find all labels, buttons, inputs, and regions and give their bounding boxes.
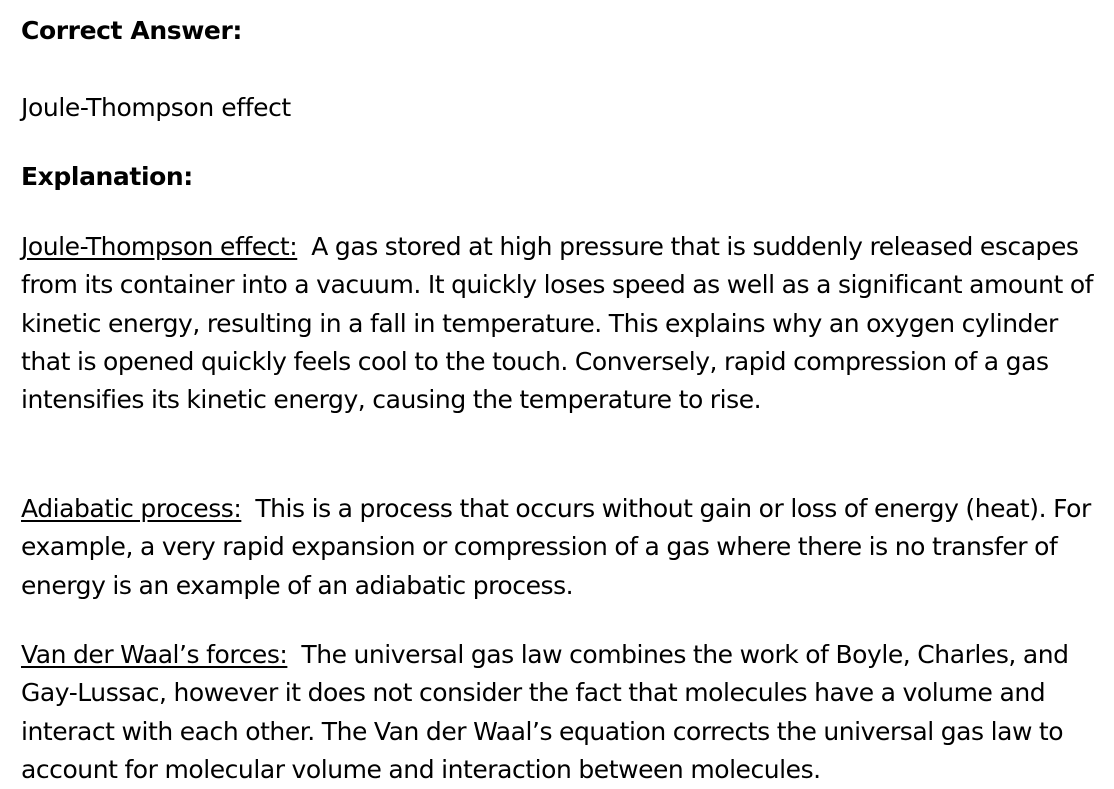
correct-answer-heading: Correct Answer: [21,16,243,45]
definition-van-der-waals: The universal gas law combines the work of Boyle, Charles, and Gay-Lussac, however it does not consider the fact that molecules have a volume and interact with each other. The Van der Waal’s equation corrects the universal gas law to account for molecular volume and interaction between molecules. [21,640,1069,784]
explanation-heading: Explanation: [21,162,193,191]
definition-adiabatic: This is a process that occurs without gain or loss of energy (heat). For example, a very rapid expansion or compression of a gas where there is no transfer of energy is an example of an adiabatic process. [21,494,1091,600]
explanation-paragraph-joule-thompson [21,228,1111,419]
term-van-der-waals: Van der Waal’s forces: [21,640,288,669]
term-joule-thompson: Joule-Thompson effect: [21,232,298,261]
term-adiabatic: Adiabatic process: [21,494,242,523]
explanation-paragraph-van-der-waals [21,636,1111,789]
definition-joule-thompson: A gas stored at high pressure that is suddenly released escapes from its container into a vacuum. It quickly loses speed as well as a significant amount of kinetic energy, resulting in a fall in temperature. This explains why an oxygen cylinder that is opened quickly feels cool to the touch. Conversely, rapid compression of a gas intensifies its kinetic energy, causing the temperature to rise. [21,232,1094,415]
explanation-paragraph-adiabatic [21,490,1111,605]
correct-answer-text: Joule-Thompson effect [21,93,291,122]
